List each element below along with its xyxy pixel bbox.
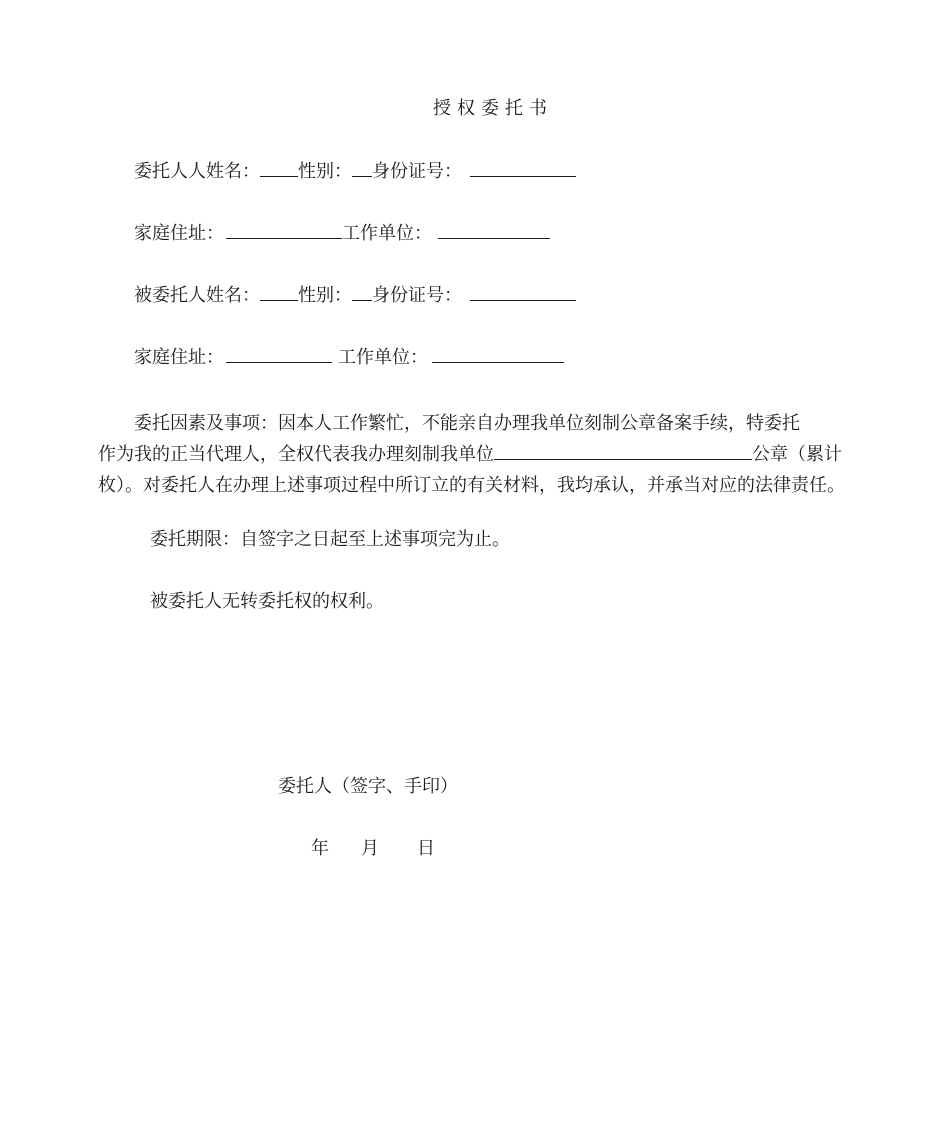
agent-name-blank [260,282,298,301]
agent-info-line [134,282,576,309]
principal-gender-blank [352,158,372,177]
agent-address-blank [226,344,332,363]
date-line [311,836,435,862]
principal-work-blank [438,220,550,239]
agent-work-label: 工作单位： [338,347,428,368]
agent-name-label: 被委托人姓名： [134,285,260,306]
date-month: 月 [361,838,379,859]
date-day: 日 [417,838,435,859]
agent-work-blank [432,344,564,363]
agent-address-label: 家庭住址： [134,347,224,368]
principal-address-line [134,220,550,247]
principal-info-line [134,158,576,185]
agent-id-blank [470,282,576,301]
matter-line-2-before: 作为我的正当代理人，全权代表我办理刻制我单位 [98,444,494,465]
principal-gender-label: 性别： [298,161,352,182]
no-transfer-text: 被委托人无转委托权的权利。 [150,591,384,612]
agent-id-label: 身份证号： [372,285,462,306]
matter-line-1: 委托因素及事项：因本人工作繁忙，不能亲自办理我单位刻制公章备案手续，特委托 [134,413,800,434]
principal-work-label: 工作单位： [342,223,432,244]
date-year: 年 [311,838,329,859]
signature-line: 委托人（签字、手印） [278,776,458,797]
agent-gender-blank [352,282,372,301]
matter-paragraph [98,408,858,501]
principal-id-label: 身份证号： [372,161,462,182]
matter-line-2-after: 公章（累计 [752,444,842,465]
matter-line-2 [98,439,858,470]
matter-line-3: 枚）。对委托人在办理上述事项过程中所订立的有关材料，我均承认，并承当对应的法律责任。 [98,475,845,496]
principal-name-label: 委托人人姓名： [134,161,260,182]
seal-unit-blank [494,441,752,460]
principal-id-blank [470,158,576,177]
agent-address-line [134,344,564,371]
principal-address-blank [226,220,342,239]
principal-address-label: 家庭住址： [134,223,224,244]
principal-name-blank [260,158,298,177]
term-text: 委托期限：自签字之日起至上述事项完为止。 [150,529,510,550]
agent-gender-label: 性别： [298,285,352,306]
document-title: 授权委托书 [433,98,553,119]
